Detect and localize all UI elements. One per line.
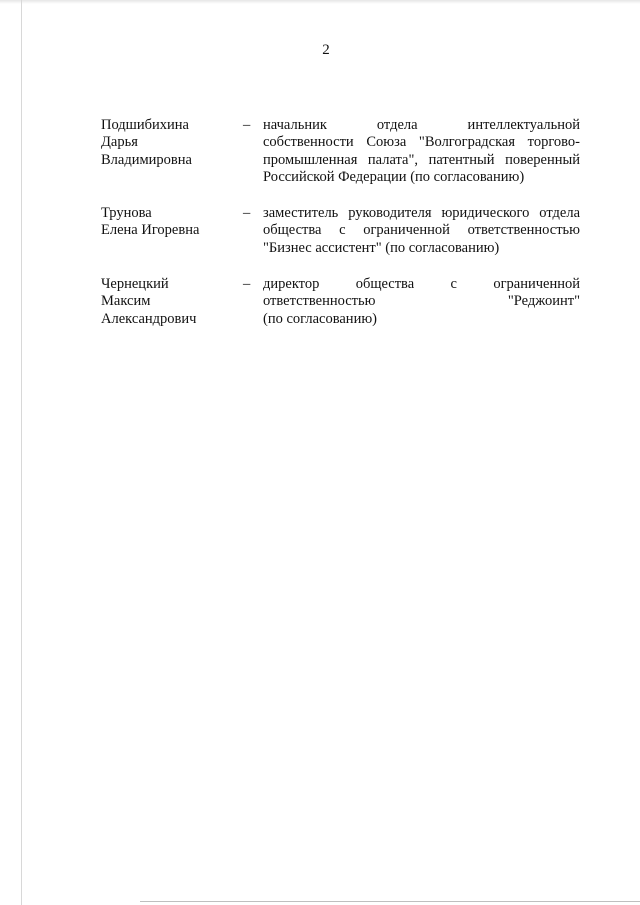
entry-dash: – (243, 205, 251, 222)
member-entry (101, 276, 581, 328)
member-first-name: Елена Игоревна (101, 222, 200, 239)
member-patronymic: Александрович (101, 310, 197, 327)
position-line: заместитель руководителя юридического отдела (263, 205, 580, 222)
position-line: ответственностью (263, 293, 376, 310)
member-entry (101, 205, 581, 257)
position-line: Российской Федерации (по согласованию) (263, 168, 525, 185)
page-bottom-edge (140, 901, 640, 902)
position-line: собственности Союза "Волгоградская торгово- (263, 134, 580, 151)
member-first-name: Дарья (101, 134, 138, 151)
member-name (101, 205, 243, 240)
position-line-split (263, 293, 580, 310)
page-top-edge (0, 0, 640, 4)
position-line: "Бизнес ассистент" (по согласованию) (263, 239, 500, 256)
position-line: промышленная палата", патентный поверенный (263, 151, 580, 168)
member-entry (101, 117, 581, 186)
member-surname: Подшибихина (101, 117, 189, 133)
page-number: 2 (322, 42, 330, 58)
members-list (101, 117, 581, 347)
member-position (263, 276, 580, 328)
member-surname: Трунова (101, 205, 152, 222)
member-patronymic: Владимировна (101, 151, 192, 168)
position-line: "Реджоинт" (507, 293, 580, 310)
member-position (263, 117, 580, 186)
member-name (101, 276, 243, 328)
member-name (101, 117, 243, 169)
member-surname: Чернецкий (101, 276, 169, 293)
position-line: начальник отдела интеллектуальной (263, 117, 580, 133)
position-line: директор общества с ограниченной (263, 276, 580, 293)
member-first-name: Максим (101, 293, 151, 310)
position-line: общества с ограниченной ответственностью (263, 222, 580, 239)
entry-dash: – (243, 276, 251, 293)
entry-dash: – (243, 117, 251, 133)
member-position (263, 205, 580, 257)
position-line: (по согласованию) (263, 310, 377, 327)
page-left-edge (21, 0, 22, 905)
